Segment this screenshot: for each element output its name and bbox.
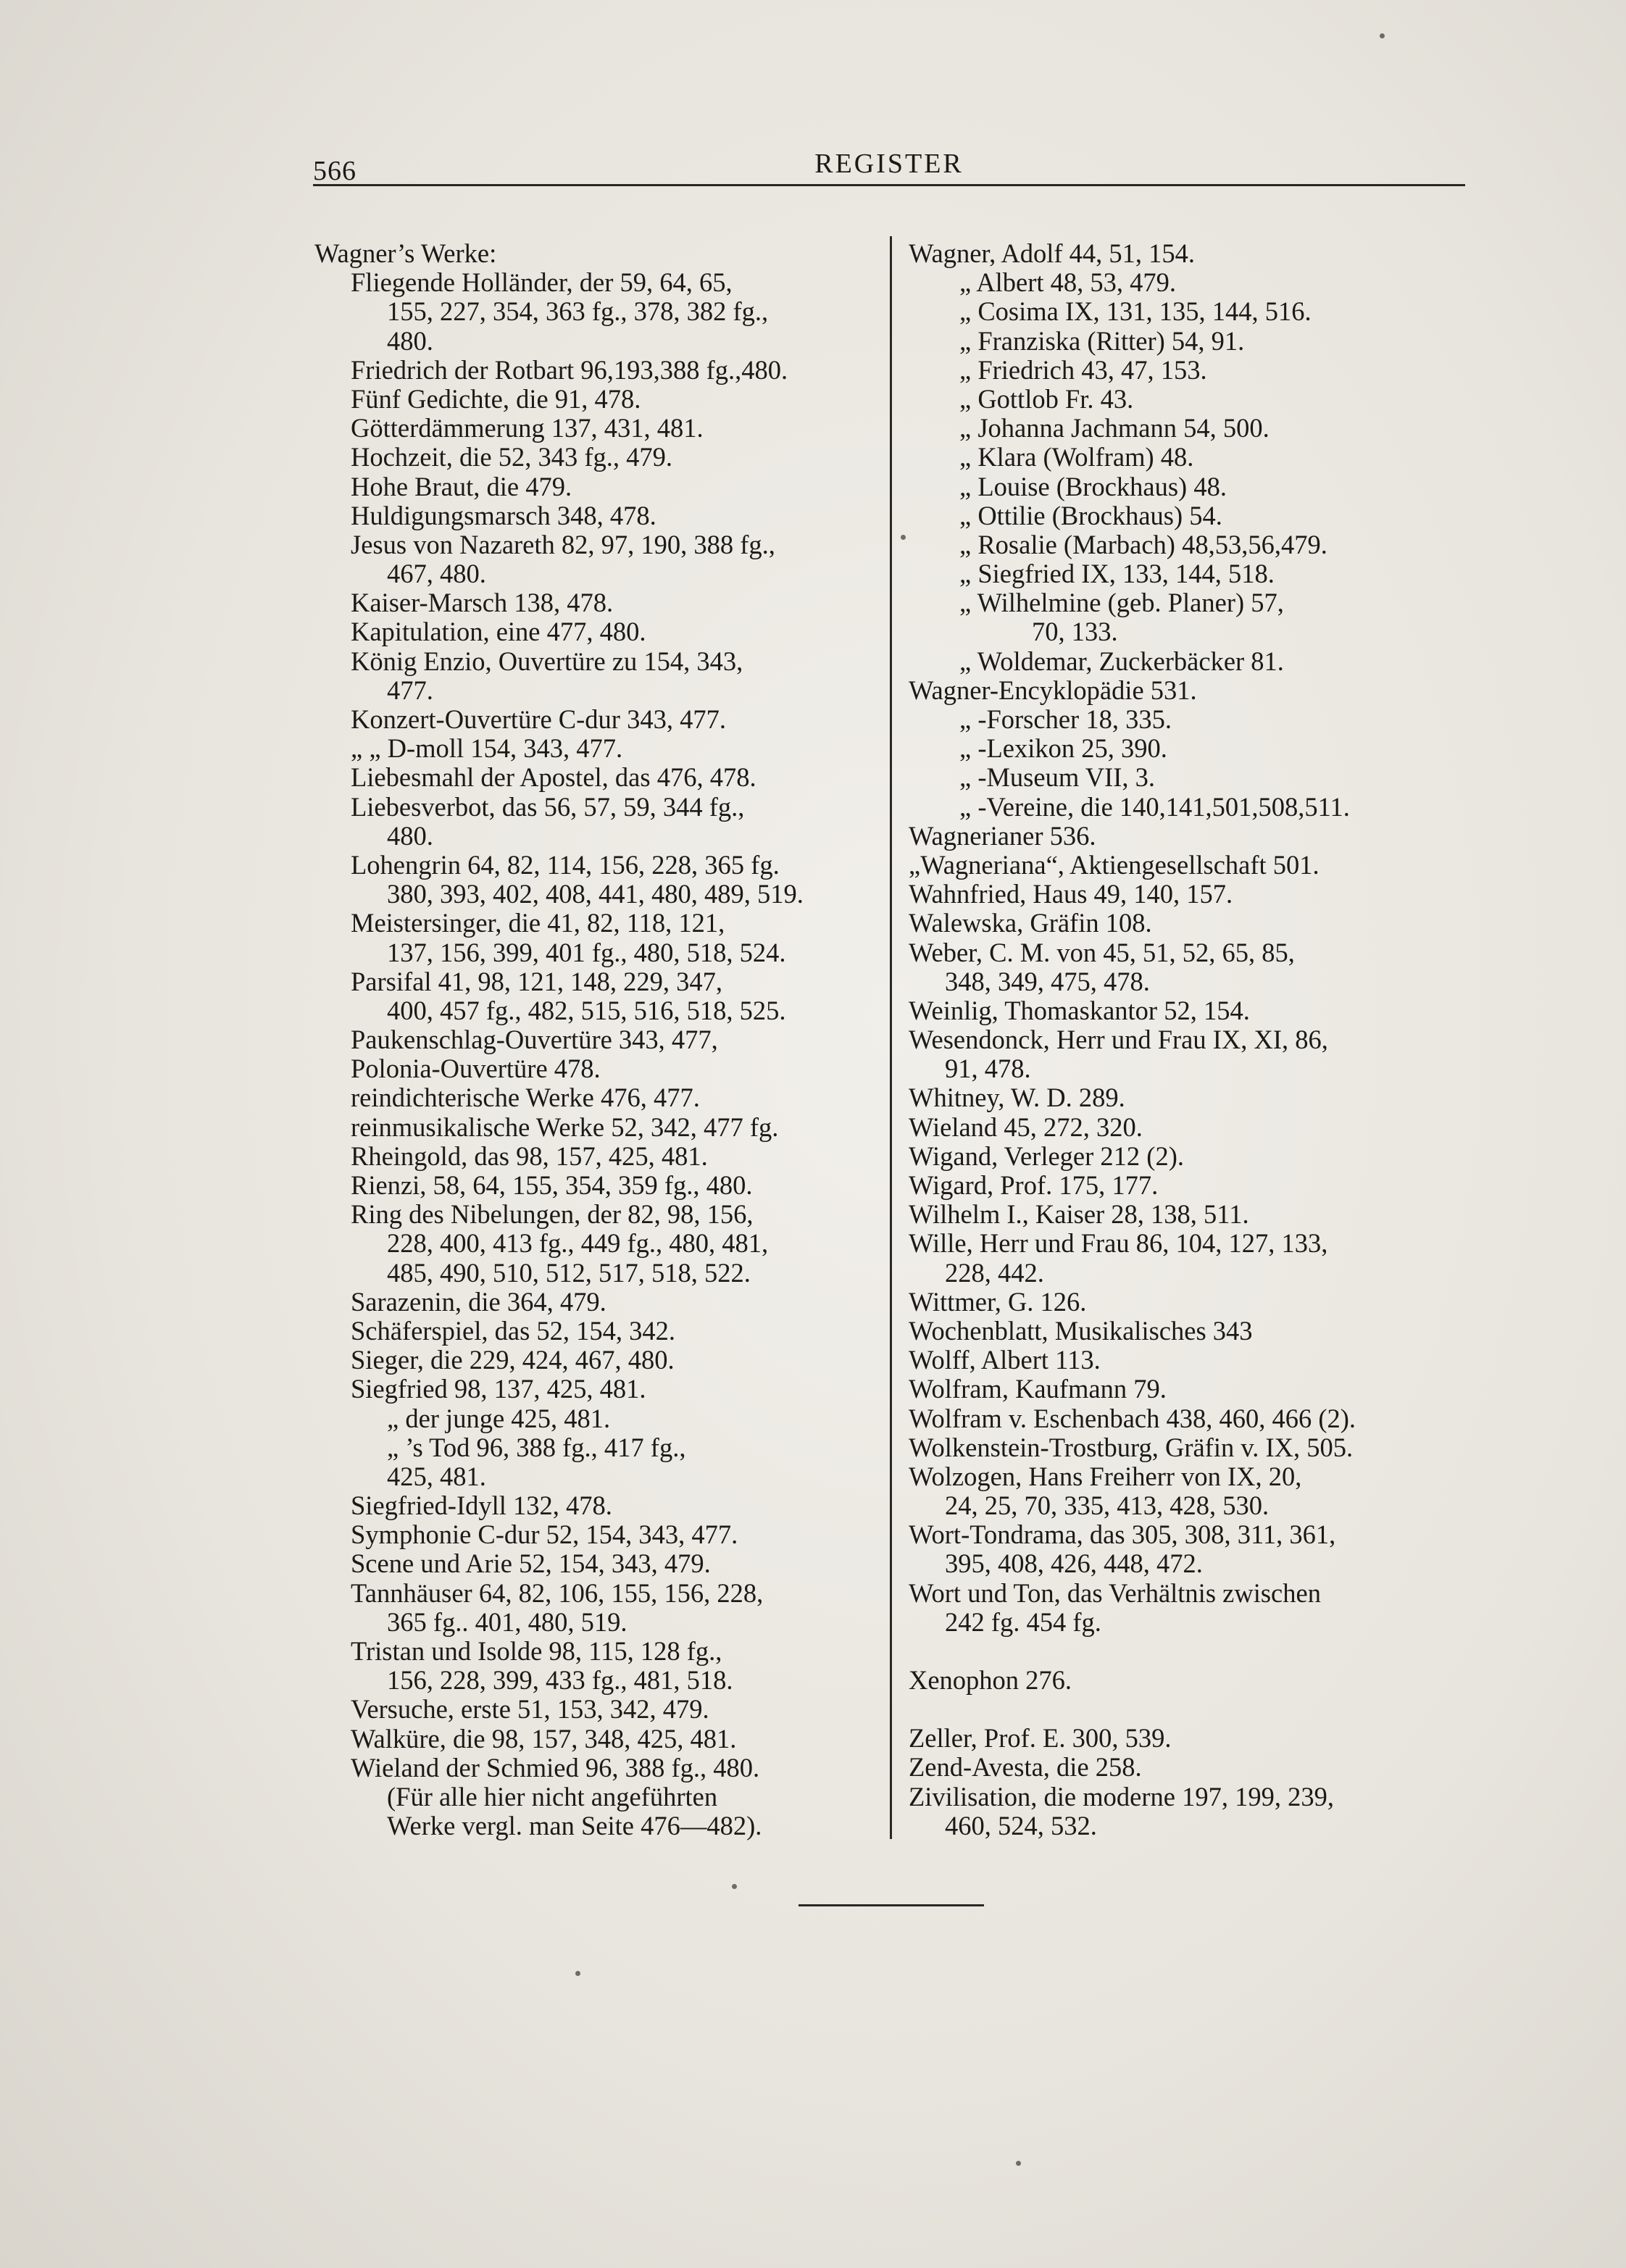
index-subentry: Liebesverbot, das 56, 57, 59, 344 fg.,: [351, 791, 745, 822]
footer-rule: [799, 1904, 984, 1906]
index-entry-continuation: 242 fg. 454 fg.: [945, 1606, 1101, 1637]
index-entry: Wille, Herr und Frau 86, 104, 127, 133,: [909, 1228, 1328, 1259]
index-entry: Zivilisation, die moderne 197, 199, 239,: [909, 1781, 1334, 1812]
index-subentry: Götterdämmerung 137, 431, 481.: [351, 413, 704, 443]
index-entry-continuation: 485, 490, 510, 512, 517, 518, 522.: [387, 1257, 751, 1288]
index-ditto-entry: „ Albert 48, 53, 479.: [959, 267, 1177, 298]
index-ditto-entry: „ Johanna Jachmann 54, 500.: [959, 413, 1269, 443]
header-rule: [313, 184, 1465, 186]
index-entry-continuation: 380, 393, 402, 408, 441, 480, 489, 519.: [387, 879, 804, 909]
index-ditto-entry: „ Friedrich 43, 47, 153.: [959, 354, 1207, 385]
index-subentry: Sieger, die 229, 424, 467, 480.: [351, 1345, 675, 1375]
index-entry-continuation: 137, 156, 399, 401 fg., 480, 518, 524.: [387, 937, 786, 967]
index-subentry: Meistersinger, die 41, 82, 118, 121,: [351, 908, 725, 938]
index-entry-continuation: 155, 227, 354, 363 fg., 378, 382 fg.,: [387, 296, 769, 327]
index-entry: Wort und Ton, das Verhältnis zwischen: [909, 1577, 1321, 1608]
index-entry: Zend-Avesta, die 258.: [909, 1752, 1142, 1783]
index-entry: Wolfram, Kaufmann 79.: [909, 1374, 1167, 1404]
index-entry: Xenophon 276.: [909, 1665, 1072, 1695]
index-subentry: Tristan und Isolde 98, 115, 128 fg.,: [351, 1636, 722, 1666]
index-subentry: Kapitulation, eine 477, 480.: [351, 617, 646, 647]
index-entry: Wittmer, G. 126.: [909, 1286, 1087, 1317]
index-entry-continuation: „ der junge 425, 481.: [387, 1403, 611, 1433]
index-entry: Whitney, W. D. 289.: [909, 1083, 1125, 1113]
index-subentry: reindichterische Werke 476, 477.: [351, 1083, 700, 1113]
index-entry: Wagnerianer 536.: [909, 820, 1096, 851]
index-ditto-entry: „ Siegfried IX, 133, 144, 518.: [959, 559, 1275, 589]
index-subentry: Hohe Braut, die 479.: [351, 471, 572, 501]
index-entry-continuation: 467, 480.: [387, 559, 486, 589]
index-ditto-entry: „ -Lexikon 25, 390.: [959, 733, 1167, 764]
index-entry: Wort-Tondrama, das 305, 308, 311, 361,: [909, 1519, 1336, 1550]
index-entry: Wahnfried, Haus 49, 140, 157.: [909, 879, 1233, 909]
index-ditto-entry: „ Cosima IX, 131, 135, 144, 516.: [959, 296, 1312, 327]
index-subentry: Ring des Nibelungen, der 82, 98, 156,: [351, 1199, 754, 1230]
index-entry: Wolkenstein-Trostburg, Gräfin v. IX, 505.: [909, 1432, 1354, 1462]
index-entry-continuation: 348, 349, 475, 478.: [945, 966, 1150, 996]
index-subentry: Walküre, die 98, 157, 348, 425, 481.: [351, 1723, 737, 1754]
section-gap: [909, 1695, 1474, 1724]
index-subentry: Kaiser-Marsch 138, 478.: [351, 588, 614, 618]
index-subentry: Scene und Arie 52, 154, 343, 479.: [351, 1548, 711, 1579]
index-subentry: Sarazenin, die 364, 479.: [351, 1286, 606, 1317]
page-title: REGISTER: [814, 149, 964, 179]
index-entry-continuation: 480.: [387, 325, 433, 356]
index-entry-continuation: 91, 478.: [945, 1054, 1031, 1084]
index-entry-continuation: 228, 442.: [945, 1257, 1044, 1288]
index-subentry: Wieland der Schmied 96, 388 fg., 480.: [351, 1752, 760, 1783]
index-subentry: Symphonie C-dur 52, 154, 343, 477.: [351, 1519, 738, 1550]
index-ditto-entry: „ -Museum VII, 3.: [959, 762, 1155, 793]
index-entry: Wagner, Adolf 44, 51, 154.: [909, 238, 1196, 268]
index-subentry: Fünf Gedichte, die 91, 478.: [351, 383, 641, 414]
index-subentry: Hochzeit, die 52, 343 fg., 479.: [351, 442, 672, 472]
index-entry: „Wagneriana“, Aktiengesellschaft 501.: [909, 849, 1319, 880]
index-entry-continuation: 425, 481.: [387, 1461, 486, 1491]
index-subentry: Jesus von Nazareth 82, 97, 190, 388 fg.,: [351, 529, 775, 559]
index-ditto-entry: „ -Forscher 18, 335.: [959, 704, 1172, 734]
index-entry: Wesendonck, Herr und Frau IX, XI, 86,: [909, 1025, 1328, 1055]
index-entry: Wochenblatt, Musikalisches 343: [909, 1315, 1253, 1346]
index-ditto-entry: „ Louise (Brockhaus) 48.: [959, 471, 1227, 501]
index-entry: Wolff, Albert 113.: [909, 1345, 1101, 1375]
index-ditto-entry: „ Wilhelmine (geb. Planer) 57,: [959, 588, 1284, 618]
index-entry: Wilhelm I., Kaiser 28, 138, 511.: [909, 1199, 1249, 1230]
index-entry-continuation: 24, 25, 70, 335, 413, 428, 530.: [945, 1491, 1269, 1521]
index-subentry: Fliegende Holländer, der 59, 64, 65,: [351, 267, 733, 298]
paper-speck: [1016, 2161, 1021, 2166]
index-entry-continuation: 70, 133.: [1032, 617, 1118, 647]
index-subentry: Huldigungsmarsch 348, 478.: [351, 500, 656, 530]
index-ditto-entry: „ Gottlob Fr. 43.: [959, 383, 1134, 414]
index-ditto-entry: „ Ottilie (Brockhaus) 54.: [959, 500, 1222, 530]
index-subentry: Paukenschlag-Ouvertüre 343, 477,: [351, 1025, 718, 1055]
index-entry-continuation: 477.: [387, 675, 433, 705]
index-entry: Weinlig, Thomaskantor 52, 154.: [909, 995, 1250, 1025]
index-subentry: Liebesmahl der Apostel, das 476, 478.: [351, 762, 756, 793]
index-entry-continuation: „ ’s Tod 96, 388 fg., 417 fg.,: [387, 1432, 686, 1462]
index-subentry: Versuche, erste 51, 153, 342, 479.: [351, 1694, 709, 1725]
index-ditto-entry: „ -Vereine, die 140,141,501,508,511.: [959, 791, 1350, 822]
index-subentry: Konzert-Ouvertüre C-dur 343, 477.: [351, 704, 726, 734]
index-entry-continuation: 395, 408, 426, 448, 472.: [945, 1548, 1203, 1579]
index-entry-continuation: (Für alle hier nicht angeführten: [387, 1781, 718, 1812]
index-entry: Wieland 45, 272, 320.: [909, 1112, 1143, 1142]
index-subentry: Siegfried-Idyll 132, 478.: [351, 1491, 612, 1521]
index-subentry: Siegfried 98, 137, 425, 481.: [351, 1374, 646, 1404]
index-entry: Wolzogen, Hans Freiherr von IX, 20,: [909, 1461, 1302, 1491]
index-entry-continuation: 400, 457 fg., 482, 515, 516, 518, 525.: [387, 995, 786, 1025]
index-entry: Wolfram v. Eschenbach 438, 460, 466 (2).: [909, 1403, 1356, 1433]
index-entry: Wagner-Encyklopädie 531.: [909, 675, 1197, 705]
index-subentry: Schäferspiel, das 52, 154, 342.: [351, 1315, 676, 1346]
index-subentry: Polonia-Ouvertüre 478.: [351, 1054, 601, 1084]
column-divider: [890, 236, 892, 1839]
paper-speck: [732, 1884, 737, 1889]
index-subentry: Parsifal 41, 98, 121, 148, 229, 347,: [351, 966, 722, 996]
index-entry-continuation: 460, 524, 532.: [945, 1810, 1097, 1840]
index-entry: Zeller, Prof. E. 300, 539.: [909, 1723, 1172, 1754]
index-entry-continuation: 156, 228, 399, 433 fg., 481, 518.: [387, 1665, 733, 1696]
index-subentry: Rienzi, 58, 64, 155, 354, 359 fg., 480.: [351, 1170, 753, 1200]
register-left-column: [314, 239, 872, 1840]
section-gap: [909, 1637, 1474, 1666]
index-ditto-entry: „ Franziska (Ritter) 54, 91.: [959, 325, 1245, 356]
index-subentry: Friedrich der Rotbart 96,193,388 fg.,480.: [351, 354, 788, 385]
index-subentry: Lohengrin 64, 82, 114, 156, 228, 365 fg.: [351, 849, 780, 880]
index-subentry: Rheingold, das 98, 157, 425, 481.: [351, 1141, 708, 1171]
index-subentry: König Enzio, Ouvertüre zu 154, 343,: [351, 646, 743, 676]
index-entry: Wigard, Prof. 175, 177.: [909, 1170, 1159, 1200]
index-entry: Wagner’s Werke:: [314, 238, 497, 268]
paper-speck: [901, 535, 906, 540]
paper-speck: [1380, 33, 1385, 38]
index-ditto-entry: „ Woldemar, Zuckerbäcker 81.: [959, 646, 1284, 676]
index-entry: Weber, C. M. von 45, 51, 52, 65, 85,: [909, 937, 1295, 967]
index-subentry: Tannhäuser 64, 82, 106, 155, 156, 228,: [351, 1577, 764, 1608]
index-entry: Wigand, Verleger 212 (2).: [909, 1141, 1184, 1171]
index-ditto-entry: „ Klara (Wolfram) 48.: [959, 442, 1194, 472]
index-entry-continuation: 365 fg.. 401, 480, 519.: [387, 1606, 628, 1637]
paper-speck: [575, 1971, 580, 1976]
index-subentry: reinmusikalische Werke 52, 342, 477 fg.: [351, 1112, 779, 1142]
index-entry-continuation: 480.: [387, 820, 433, 851]
index-ditto-entry: „ Rosalie (Marbach) 48,53,56,479.: [959, 529, 1327, 559]
page-number: 566: [313, 156, 357, 186]
index-entry: Walewska, Gräfin 108.: [909, 908, 1152, 938]
index-entry-continuation: 228, 400, 413 fg., 449 fg., 480, 481,: [387, 1228, 769, 1259]
index-subentry: „ „ D-moll 154, 343, 477.: [351, 733, 623, 764]
index-entry-continuation: Werke vergl. man Seite 476—482).: [387, 1811, 762, 1841]
register-right-column: [909, 239, 1474, 1840]
